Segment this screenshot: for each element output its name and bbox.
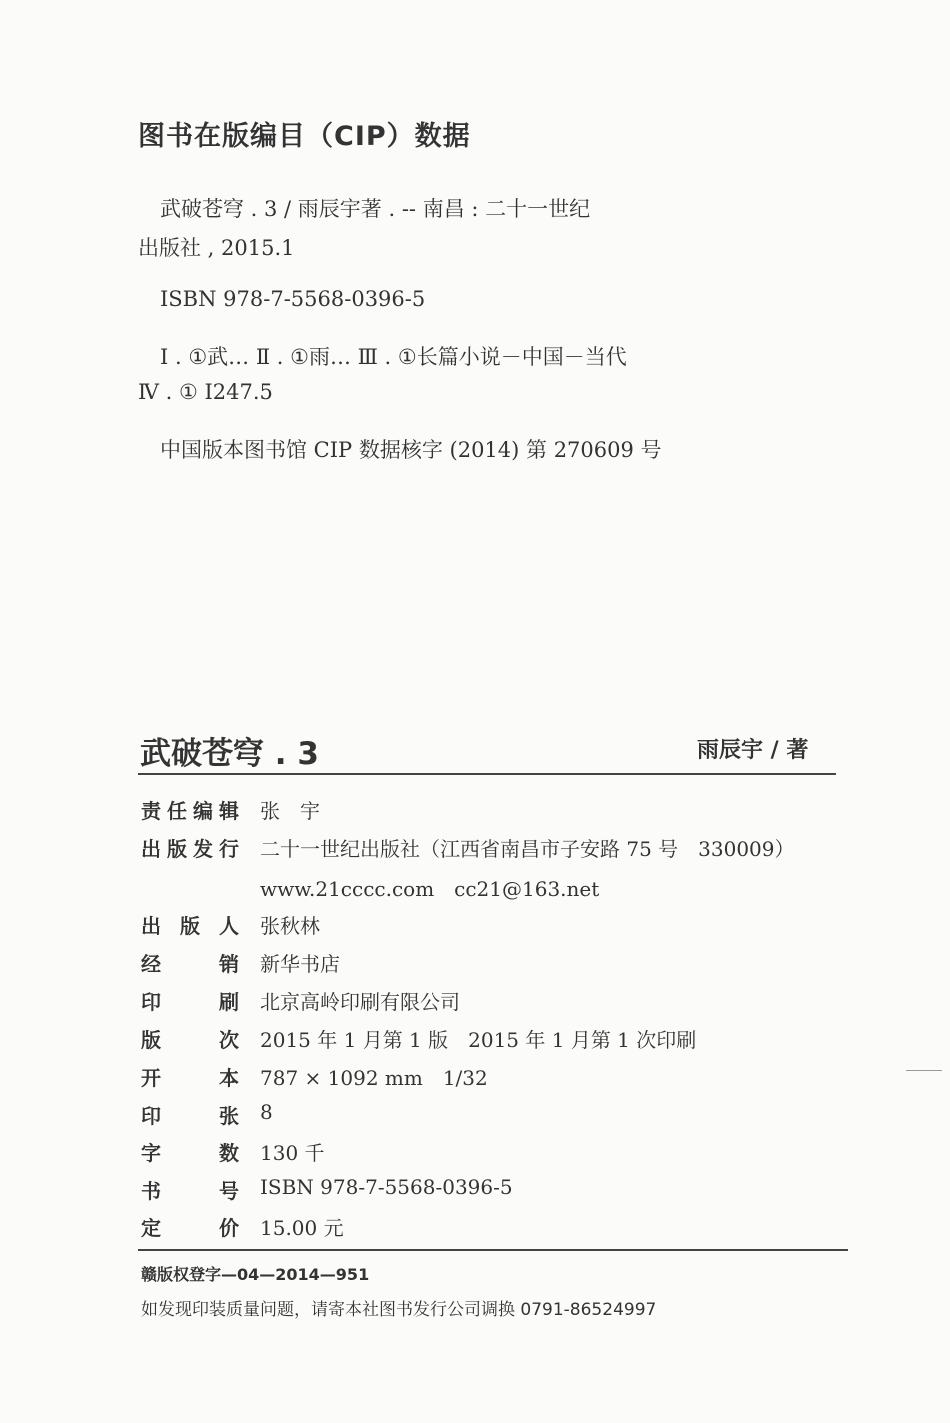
- detail-value: 北京高岭印刷有限公司: [260, 990, 460, 1014]
- quality-notice: 如发现印装质量问题，请寄本社图书发行公司调换 0791-86524997: [141, 1300, 657, 1320]
- detail-label: [141, 948, 239, 977]
- detail-label: [141, 910, 239, 939]
- book-title: 武破苍穹 . 3: [140, 736, 319, 772]
- detail-label-char: 价: [219, 1216, 239, 1240]
- detail-value: 8: [260, 1100, 273, 1124]
- copyright-registration: 赣版权登字—04—2014—951: [141, 1265, 370, 1284]
- detail-label: [141, 986, 239, 1015]
- detail-value: 15.00 元: [260, 1216, 344, 1240]
- footer-divider: [138, 1249, 848, 1251]
- detail-label-char: 张: [219, 1104, 239, 1128]
- detail-value: 张秋林: [260, 914, 320, 938]
- detail-label-char: 任: [167, 799, 187, 823]
- edge-mark: [906, 1070, 942, 1071]
- detail-label-char: 书: [141, 1179, 161, 1203]
- title-divider: [138, 773, 836, 775]
- cip-bibliographic-line: 武破苍穹 . 3 / 雨辰宇著 . -- 南昌 : 二十一世纪: [160, 197, 591, 221]
- cip-isbn: ISBN 978-7-5568-0396-5: [160, 287, 426, 311]
- detail-value: 130 千: [260, 1141, 325, 1165]
- detail-value: 2015 年 1 月第 1 版 2015 年 1 月第 1 次印刷: [260, 1028, 697, 1052]
- detail-value: 张 宇: [260, 799, 320, 823]
- detail-label-char: 印: [141, 1104, 161, 1128]
- detail-label-char: 次: [219, 1028, 239, 1052]
- cip-publisher-line: 出版社 , 2015.1: [138, 236, 295, 260]
- detail-label-char: 开: [141, 1066, 161, 1090]
- detail-label-char: 发: [193, 837, 213, 861]
- detail-label-char: 刷: [219, 990, 239, 1014]
- detail-label-char: 字: [141, 1141, 161, 1165]
- detail-label-char: 印: [141, 990, 161, 1014]
- detail-label-char: 本: [219, 1066, 239, 1090]
- detail-label: [141, 1024, 239, 1053]
- detail-value: www.21cccc.com cc21@163.net: [260, 877, 600, 901]
- detail-label-char: 出: [141, 837, 161, 861]
- book-author: 雨辰宇 / 著: [697, 738, 809, 763]
- detail-label-char: 出: [141, 914, 161, 938]
- detail-label-char: 辑: [219, 799, 239, 823]
- detail-label-char: 行: [219, 837, 239, 861]
- detail-label-char: 编: [193, 799, 213, 823]
- cip-heading: 图书在版编目（CIP）数据: [138, 121, 471, 152]
- detail-label-char: 版: [141, 1028, 161, 1052]
- detail-label-char: 经: [141, 952, 161, 976]
- detail-label-char: 版: [167, 837, 187, 861]
- cip-classification-1: Ⅰ . ①武… Ⅱ . ①雨… Ⅲ . ①长篇小说－中国－当代: [160, 345, 627, 369]
- detail-value: 新华书店: [260, 952, 340, 976]
- detail-label: [141, 833, 239, 862]
- detail-value: 二十一世纪出版社（江西省南昌市子安路 75 号 330009）: [260, 837, 795, 861]
- detail-value: ISBN 978-7-5568-0396-5: [260, 1175, 513, 1199]
- detail-label-char: 版: [180, 914, 200, 938]
- detail-label: [141, 1062, 239, 1091]
- detail-label: [141, 1212, 239, 1241]
- detail-label-char: 定: [141, 1216, 161, 1240]
- detail-label-char: 人: [219, 914, 239, 938]
- detail-value: 787 × 1092 mm 1/32: [260, 1066, 488, 1090]
- detail-label-char: 销: [219, 952, 239, 976]
- detail-label: [141, 795, 239, 824]
- detail-label-char: 数: [219, 1141, 239, 1165]
- detail-label: [141, 1137, 239, 1166]
- detail-label: [141, 1175, 239, 1204]
- cip-classification-2: Ⅳ . ① I247.5: [138, 380, 273, 404]
- detail-label-char: 号: [219, 1179, 239, 1203]
- detail-label: [141, 1100, 239, 1129]
- detail-label-char: 责: [141, 799, 161, 823]
- cip-record-number: 中国版本图书馆 CIP 数据核字 (2014) 第 270609 号: [160, 438, 662, 462]
